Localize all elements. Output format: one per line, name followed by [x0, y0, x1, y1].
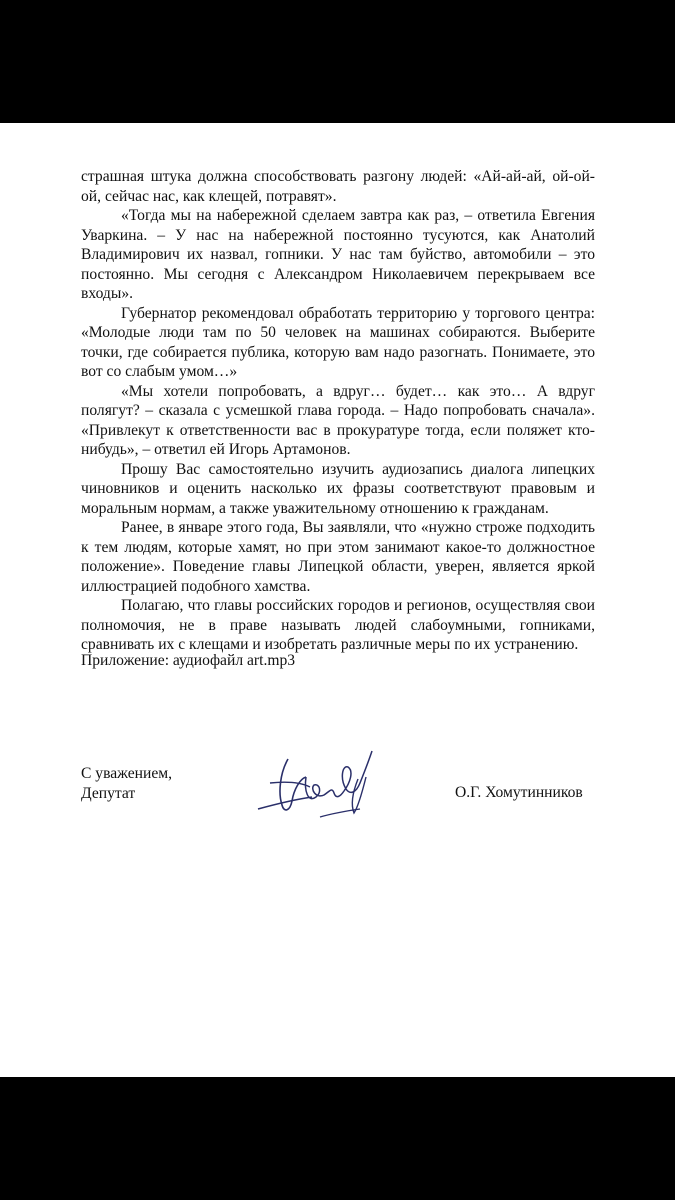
- paragraph: Полагаю, что главы российских городов и регионов, осуществляя свои полномочия, не в праве называть людей слабоумными, гопниками, сравнивать их с клещами и изобретать различные меры по их устранению.: [81, 597, 595, 653]
- paragraph: «Мы хотели попробовать, а вдруг… будет… как это… А вдруг полягут? – сказала с усмешкой глава города. – Надо попробовать сначала». «Привлекут к ответственности вас в прокуратуре тогда, если поляжет кто-нибудь», – ответил ей Игорь Артамонов.: [81, 382, 595, 458]
- document-page: [0, 123, 675, 1077]
- bottom-black-bar: [0, 1077, 675, 1200]
- signer-title: Депутат: [81, 784, 136, 802]
- paragraph: Ранее, в январе этого года, Вы заявляли, что «нужно строже подходить к тем людям, которые хамят, но при этом занимают какое-то должностное положение». Поведение главы Липецкой области, уверен, является яркой иллюстрацией подобного хамства.: [81, 519, 595, 595]
- signer-name: О.Г. Хомутинников: [455, 784, 583, 801]
- top-black-bar: [0, 0, 675, 123]
- closing-block: [81, 764, 172, 803]
- handwritten-signature: [250, 743, 380, 833]
- paragraph: страшная штука должна способствовать разгону людей: «Ай-ай-ай, ой-ой-ой, сейчас нас, как клещей, потравят».: [81, 168, 595, 205]
- attachment-line: Приложение: аудиофайл art.mp3: [81, 652, 296, 669]
- letter-body: [81, 167, 595, 655]
- paragraph: «Тогда мы на набережной сделаем завтра как раз, – ответила Евгения Уваркина. – У нас на набережной постоянно тусуются, как Анатолий Владимирович их назвал, гопники. У нас там буйство, автомобили – это постоянно. Мы сегодня с Александром Николаевичем перекрываем все входы».: [81, 207, 595, 302]
- regards-text: С уважением,: [81, 765, 173, 782]
- paragraph: Губернатор рекомендовал обработать территорию у торгового центра: «Молодые люди там по 50 человек на машинах собираются. Выберите точки, где собирается публика, которую вам надо разогнать. Понимаете, это вот со слабым умом…»: [81, 304, 595, 380]
- paragraph: Прошу Вас самостоятельно изучить аудиозапись диалога липецких чиновников и оценить насколько их фразы соответствуют правовым и моральным нормам, а также уважительному отношению к гражданам.: [81, 460, 595, 517]
